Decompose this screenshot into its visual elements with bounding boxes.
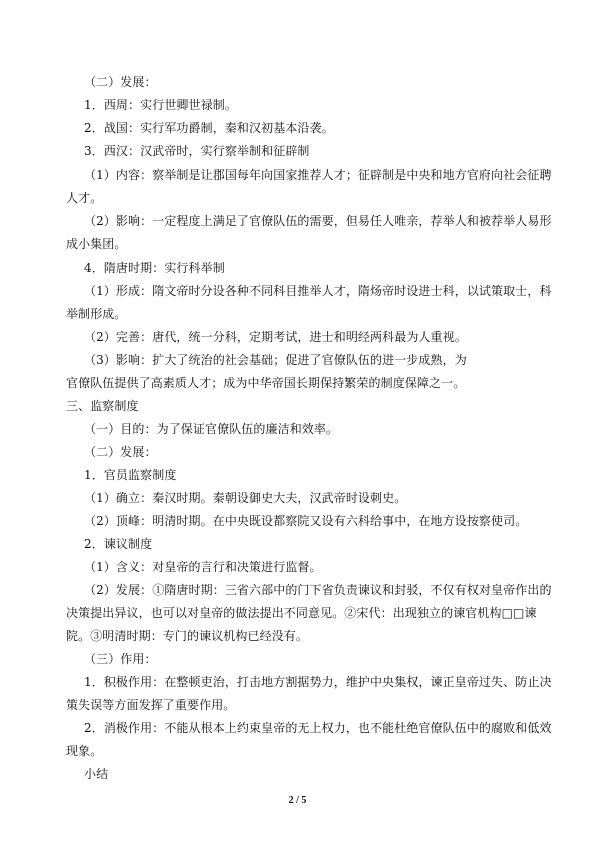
text-line: 现象。 <box>66 744 103 758</box>
text-line: （二）发展： <box>84 75 157 89</box>
text-line: （1）确立：秦汉时期。秦朝设御史大夫，汉武帝时设刺史。 <box>84 491 407 505</box>
text-line: 小结 <box>84 767 109 781</box>
text-line: 官僚队伍提供了高素质人才；成为中华帝国长期保持繁荣的制度保障之一。 <box>66 376 466 390</box>
text-line: 成小集团。 <box>66 237 127 251</box>
text-line: 1．官员监察制度 <box>84 468 177 482</box>
text-line: 策失误等方面发挥了重要作用。 <box>66 698 236 712</box>
text-line: （2）完善：唐代，统一分科，定期考试，进士和明经两科最为人重视。 <box>84 330 467 344</box>
text-line: 2．战国：实行军功爵制，秦和汉初基本沿袭。 <box>84 121 334 135</box>
text-line: 2．谏议制度 <box>84 537 153 551</box>
text-line: 决策提出异议，也可以对皇帝的做法提出不同意见。②宋代：出现独立的谏官机构□□谏 <box>66 606 537 620</box>
text-line: （1）含义：对皇帝的言行和决策进行监督。 <box>84 560 322 574</box>
text-line: （三）作用： <box>84 652 157 666</box>
text-line: 4．隋唐时期：实行科举制 <box>84 261 225 275</box>
page-number: 2 / 5 <box>288 795 307 806</box>
text-line: （2）顶峰：明清时期。在中央既设都察院又设有六科给事中，在地方设按察使司。 <box>84 514 528 528</box>
text-line: （一）目的：为了保证官僚队伍的廉洁和效率。 <box>84 422 339 436</box>
text-line: （1）内容：察举制是让郡国每年向国家推荐人才；征辟制是中央和地方官府向社会征聘 <box>84 168 552 182</box>
text-line: （3）影响：扩大了统治的社会基础；促进了官僚队伍的进一步成熟，为 <box>84 353 467 367</box>
text-line: 院。③明清时期：专门的谏议机构已经没有。 <box>66 629 309 643</box>
text-line: 1．积极作用：在整顿吏治，打击地方割据势力，维护中央集权，谏正皇帝过失、防止决 <box>84 675 552 689</box>
text-line: （二）发展： <box>84 445 157 459</box>
text-line: 举制形成。 <box>66 307 127 321</box>
section-heading: 三、监察制度 <box>66 399 139 413</box>
text-line: 人才。 <box>66 191 103 205</box>
text-line: （2）发展：①隋唐时期：三省六部中的门下省负责谏议和封驳，不仅有权对皇帝作出的 <box>84 583 552 597</box>
text-line: （1）形成：隋文帝时分设各种不同科目推举人才，隋炀帝时设进士科，以试策取士，科 <box>84 284 552 298</box>
text-line: 3．西汉：汉武帝时，实行察举制和征辟制 <box>84 144 310 158</box>
text-line: 2．消极作用：不能从根本上约束皇帝的无上权力，也不能杜绝官僚队伍中的腐败和低效 <box>84 721 552 735</box>
text-line: 1．西周：实行世卿世禄制。 <box>84 98 237 112</box>
text-line: （2）影响：一定程度上满足了官僚队伍的需要，但易任人唯亲，荐举人和被荐举人易形 <box>84 214 552 228</box>
